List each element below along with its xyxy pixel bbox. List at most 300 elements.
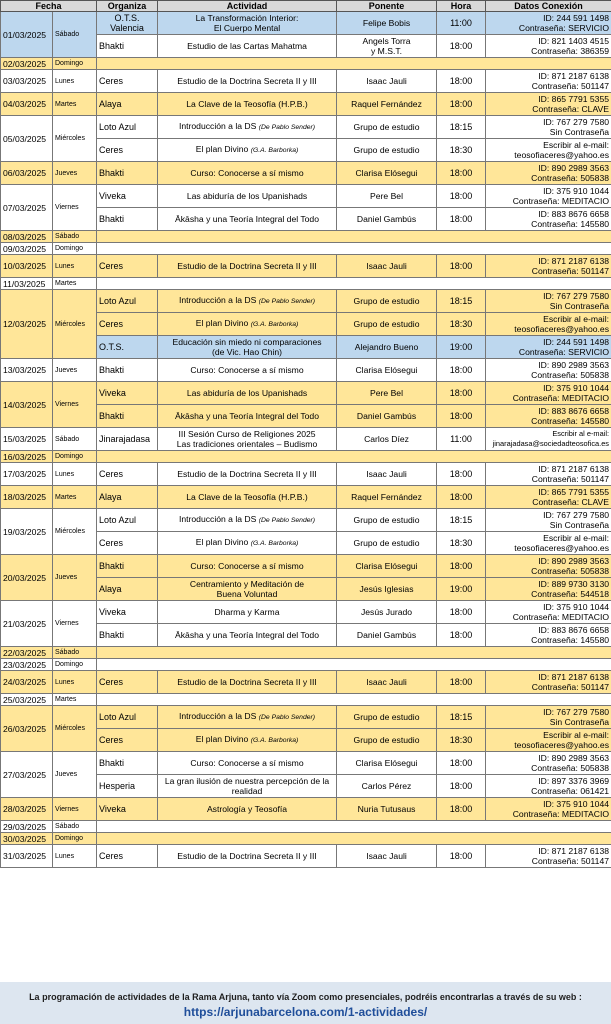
organizer-cell: Loto Azul <box>97 706 158 729</box>
date-cell: 04/03/2025 <box>1 93 53 116</box>
organizer-cell: Loto Azul <box>97 509 158 532</box>
schedule-body <box>1 12 611 868</box>
date-cell: 05/03/2025 <box>1 116 53 162</box>
speaker-cell: Clarisa Elósegui <box>337 752 437 775</box>
weekday-cell: Lunes <box>53 671 97 694</box>
organizer-cell: Bhakti <box>97 624 158 647</box>
activity-cell <box>158 752 337 775</box>
empty-activity-cell <box>97 58 611 70</box>
empty-activity-cell <box>97 659 611 671</box>
activity-cell <box>158 35 337 58</box>
header-actividad: Actividad <box>158 1 337 12</box>
activity-title: El plan Divino <box>195 318 249 328</box>
speaker-cell: Carlos Pérez <box>337 775 437 798</box>
activity-row <box>1 162 611 185</box>
organizer-cell: Bhakti <box>97 752 158 775</box>
activity-cell <box>158 313 337 336</box>
speaker-cell: Grupo de estudio <box>337 706 437 729</box>
footer-link[interactable]: https://arjunabarcelona.com/1-actividades/ <box>183 1005 428 1019</box>
activity-cell <box>158 798 337 821</box>
header-hora: Hora <box>437 1 486 12</box>
activity-title: La Clave de la Teosofía (H.P.B.) <box>186 492 308 502</box>
weekday-cell: Sábado <box>53 12 97 58</box>
activity-cell <box>158 116 337 139</box>
activity-title: Las abiduría de los Upanishads <box>186 388 308 398</box>
activity-cell <box>158 185 337 208</box>
speaker-cell: Grupo de estudio <box>337 313 437 336</box>
date-cell: 22/03/2025 <box>1 647 53 659</box>
date-cell: 19/03/2025 <box>1 509 53 555</box>
weekday-cell: Sábado <box>53 428 97 451</box>
time-cell: 18:00 <box>437 775 486 798</box>
activity-cell <box>158 255 337 278</box>
activity-cell <box>158 336 337 359</box>
activity-cell <box>158 139 337 162</box>
activity-cell <box>158 578 337 601</box>
speaker-cell: Isaac Jauli <box>337 463 437 486</box>
connection-cell: ID: 865 7791 5355 Contraseña: CLAVE <box>486 93 611 116</box>
activity-row <box>1 428 611 451</box>
time-cell: 18:00 <box>437 35 486 58</box>
speaker-cell: Daniel Gambús <box>337 624 437 647</box>
speaker-cell: Angels Torra y M.S.T. <box>337 35 437 58</box>
weekday-cell: Martes <box>53 278 97 290</box>
weekday-cell: Lunes <box>53 255 97 278</box>
organizer-cell: Ceres <box>97 255 158 278</box>
empty-day-row <box>1 243 611 255</box>
time-cell: 18:30 <box>437 532 486 555</box>
weekday-cell: Jueves <box>53 555 97 601</box>
activity-title: Introducción a la DS <box>178 121 257 131</box>
speaker-cell: Grupo de estudio <box>337 532 437 555</box>
activity-note: (G.A. Barborka) <box>250 147 299 154</box>
time-cell: 11:00 <box>437 12 486 35</box>
speaker-cell: Clarisa Elósegui <box>337 359 437 382</box>
organizer-cell: Ceres <box>97 532 158 555</box>
activity-row <box>1 290 611 313</box>
activity-cell <box>158 845 337 868</box>
weekday-cell: Miércoles <box>53 290 97 359</box>
speaker-cell: Raquel Fernández <box>337 486 437 509</box>
connection-cell: ID: 375 910 1044 Contraseña: MEDITACIO <box>486 185 611 208</box>
activity-row <box>1 509 611 532</box>
connection-cell: ID: 767 279 7580 Sin Contraseña <box>486 116 611 139</box>
weekday-cell: Jueves <box>53 359 97 382</box>
time-cell: 18:00 <box>437 486 486 509</box>
speaker-cell: Nuria Tutusaus <box>337 798 437 821</box>
activity-title: Curso: Conocerse a sí mismo <box>190 758 304 768</box>
weekday-cell: Lunes <box>53 70 97 93</box>
activity-note: (De Pablo Sender) <box>258 714 316 721</box>
weekday-cell: Martes <box>53 486 97 509</box>
activity-title: Estudio de la Doctrina Secreta II y III <box>177 469 317 479</box>
activity-cell <box>158 555 337 578</box>
activity-title: El plan Divino <box>195 537 249 547</box>
activity-row <box>1 845 611 868</box>
time-cell: 18:00 <box>437 93 486 116</box>
time-cell: 18:00 <box>437 798 486 821</box>
speaker-cell: Pere Bel <box>337 185 437 208</box>
connection-cell: ID: 821 1403 4515 Contraseña: 386359 <box>486 35 611 58</box>
weekday-cell: Miércoles <box>53 509 97 555</box>
weekday-cell: Viernes <box>53 185 97 231</box>
connection-cell: ID: 890 2989 3563 Contraseña: 505838 <box>486 555 611 578</box>
activity-row <box>1 382 611 405</box>
activity-cell <box>158 509 337 532</box>
empty-day-row <box>1 694 611 706</box>
time-cell: 18:00 <box>437 359 486 382</box>
empty-activity-cell <box>97 833 611 845</box>
time-cell: 18:00 <box>437 70 486 93</box>
time-cell: 18:00 <box>437 555 486 578</box>
speaker-cell: Isaac Jauli <box>337 845 437 868</box>
empty-activity-cell <box>97 694 611 706</box>
activity-row <box>1 359 611 382</box>
activity-cell <box>158 208 337 231</box>
time-cell: 18:00 <box>437 382 486 405</box>
connection-cell: ID: 865 7791 5355 Contraseña: CLAVE <box>486 486 611 509</box>
speaker-cell: Grupo de estudio <box>337 139 437 162</box>
activity-cell <box>158 359 337 382</box>
organizer-cell: Ceres <box>97 729 158 752</box>
connection-cell: ID: 897 3376 3969 Contraseña: 061421 <box>486 775 611 798</box>
activity-row <box>1 93 611 116</box>
header-datos: Datos Conexión <box>486 1 611 12</box>
weekday-cell: Jueves <box>53 752 97 798</box>
organizer-cell: Alaya <box>97 93 158 116</box>
activity-cell <box>158 162 337 185</box>
activity-row <box>1 463 611 486</box>
connection-cell: Escribir al e-mail: teosofiaceres@yahoo.es <box>486 139 611 162</box>
organizer-cell: Bhakti <box>97 35 158 58</box>
time-cell: 18:15 <box>437 290 486 313</box>
activity-row <box>1 70 611 93</box>
activity-note: (De Pablo Sender) <box>258 124 316 131</box>
activity-cell <box>158 12 337 35</box>
organizer-cell: Viveka <box>97 382 158 405</box>
date-cell: 20/03/2025 <box>1 555 53 601</box>
activity-note: (G.A. Barborka) <box>250 321 299 328</box>
activity-cell <box>158 671 337 694</box>
organizer-cell: Alaya <box>97 486 158 509</box>
activity-title: Estudio de la Doctrina Secreta II y III <box>177 261 317 271</box>
connection-cell: Escribir al e-mail: teosofiaceres@yahoo.es <box>486 729 611 752</box>
empty-day-row <box>1 647 611 659</box>
time-cell: 18:00 <box>437 405 486 428</box>
date-cell: 07/03/2025 <box>1 185 53 231</box>
connection-cell: ID: 890 2989 3563 Contraseña: 505838 <box>486 162 611 185</box>
speaker-cell: Daniel Gambús <box>337 208 437 231</box>
connection-cell: ID: 244 591 1498 Contraseña: SERVICIO <box>486 336 611 359</box>
activity-row <box>1 255 611 278</box>
organizer-cell: Bhakti <box>97 359 158 382</box>
speaker-cell: Isaac Jauli <box>337 671 437 694</box>
weekday-cell: Jueves <box>53 162 97 185</box>
speaker-cell: Felipe Bobis <box>337 12 437 35</box>
weekday-cell: Domingo <box>53 58 97 70</box>
activity-row <box>1 185 611 208</box>
connection-cell: ID: 375 910 1044 Contraseña: MEDITACIO <box>486 382 611 405</box>
connection-cell: ID: 375 910 1044 Contraseña: MEDITACIO <box>486 798 611 821</box>
activity-cell <box>158 624 337 647</box>
date-cell: 25/03/2025 <box>1 694 53 706</box>
connection-cell: ID: 375 910 1044 Contraseña: MEDITACIO <box>486 601 611 624</box>
activity-cell <box>158 601 337 624</box>
connection-cell: Escribir al e-mail: jinarajadasa@sociedadteosofica.es <box>486 428 611 451</box>
activity-title: Estudio de la Doctrina Secreta II y III <box>177 76 317 86</box>
time-cell: 18:00 <box>437 463 486 486</box>
speaker-cell: Grupo de estudio <box>337 290 437 313</box>
activity-cell <box>158 70 337 93</box>
time-cell: 18:00 <box>437 185 486 208</box>
organizer-cell: Ceres <box>97 671 158 694</box>
activity-cell <box>158 405 337 428</box>
connection-cell: ID: 871 2187 6138 Contraseña: 501147 <box>486 671 611 694</box>
speaker-cell: Pere Bel <box>337 382 437 405</box>
activity-row <box>1 116 611 139</box>
connection-cell: ID: 244 591 1498 Contraseña: SERVICIO <box>486 12 611 35</box>
time-cell: 18:00 <box>437 671 486 694</box>
connection-cell: ID: 890 2989 3563 Contraseña: 505838 <box>486 752 611 775</box>
activity-cell <box>158 486 337 509</box>
empty-activity-cell <box>97 647 611 659</box>
organizer-cell: Bhakti <box>97 162 158 185</box>
empty-activity-cell <box>97 451 611 463</box>
speaker-cell: Isaac Jauli <box>337 70 437 93</box>
activity-title: La Transformación Interior: El Cuerpo Mental <box>195 13 299 33</box>
header-ponente: Ponente <box>337 1 437 12</box>
organizer-cell: Alaya <box>97 578 158 601</box>
weekday-cell: Domingo <box>53 833 97 845</box>
time-cell: 18:00 <box>437 752 486 775</box>
date-cell: 09/03/2025 <box>1 243 53 255</box>
activity-note: (De Pablo Sender) <box>258 298 316 305</box>
empty-activity-cell <box>97 821 611 833</box>
time-cell: 18:30 <box>437 729 486 752</box>
time-cell: 18:00 <box>437 624 486 647</box>
time-cell: 19:00 <box>437 578 486 601</box>
activity-cell <box>158 382 337 405</box>
empty-day-row <box>1 821 611 833</box>
connection-cell: ID: 871 2187 6138 Contraseña: 501147 <box>486 463 611 486</box>
activity-row <box>1 752 611 775</box>
activity-title: El plan Divino <box>195 144 249 154</box>
activity-cell <box>158 532 337 555</box>
activity-title: Las abiduría de los Upanishads <box>186 191 308 201</box>
header-row <box>1 1 611 12</box>
date-cell: 23/03/2025 <box>1 659 53 671</box>
footer-text: La programación de actividades de la Rama Arjuna, tanto vía Zoom como presenciales, podréis encontrarlas a través de su web : <box>29 992 582 1002</box>
organizer-cell: Ceres <box>97 463 158 486</box>
organizer-cell: Ceres <box>97 70 158 93</box>
date-cell: 13/03/2025 <box>1 359 53 382</box>
weekday-cell: Viernes <box>53 601 97 647</box>
activity-cell <box>158 428 337 451</box>
empty-activity-cell <box>97 231 611 243</box>
activity-title: III Sesión Curso de Religiones 2025 Las tradiciones orientales – Budismo <box>176 429 318 449</box>
connection-cell: ID: 871 2187 6138 Contraseña: 501147 <box>486 70 611 93</box>
organizer-cell: Loto Azul <box>97 290 158 313</box>
speaker-cell: Jesús Jurado <box>337 601 437 624</box>
activity-title: Curso: Conocerse a sí mismo <box>190 168 304 178</box>
date-cell: 17/03/2025 <box>1 463 53 486</box>
header-organiza: Organiza <box>97 1 158 12</box>
organizer-cell: Loto Azul <box>97 116 158 139</box>
activity-title: Curso: Conocerse a sí mismo <box>190 561 304 571</box>
activity-title: Ākāsha y una Teoría Integral del Todo <box>175 214 319 224</box>
activity-note: (De Pablo Sender) <box>258 517 316 524</box>
connection-cell: ID: 883 8676 6658 Contraseña: 145580 <box>486 624 611 647</box>
time-cell: 18:15 <box>437 509 486 532</box>
date-cell: 01/03/2025 <box>1 12 53 58</box>
connection-cell: Escribir al e-mail: teosofiaceres@yahoo.es <box>486 313 611 336</box>
speaker-cell: Clarisa Elósegui <box>337 555 437 578</box>
date-cell: 18/03/2025 <box>1 486 53 509</box>
activity-row <box>1 12 611 35</box>
date-cell: 11/03/2025 <box>1 278 53 290</box>
date-cell: 24/03/2025 <box>1 671 53 694</box>
speaker-cell: Clarisa Elósegui <box>337 162 437 185</box>
organizer-cell: Hesperia <box>97 775 158 798</box>
weekday-cell: Martes <box>53 694 97 706</box>
date-cell: 27/03/2025 <box>1 752 53 798</box>
activity-title: Estudio de la Doctrina Secreta II y III <box>177 851 317 861</box>
time-cell: 18:30 <box>437 313 486 336</box>
speaker-cell: Raquel Fernández <box>337 93 437 116</box>
weekday-cell: Viernes <box>53 382 97 428</box>
weekday-cell: Sábado <box>53 647 97 659</box>
date-cell: 08/03/2025 <box>1 231 53 243</box>
date-cell: 03/03/2025 <box>1 70 53 93</box>
activity-title: Centramiento y Meditación de Buena Voluntad <box>189 579 305 599</box>
organizer-cell: Bhakti <box>97 405 158 428</box>
speaker-cell: Grupo de estudio <box>337 729 437 752</box>
header-fecha: Fecha <box>1 1 97 12</box>
connection-cell: ID: 871 2187 6138 Contraseña: 501147 <box>486 255 611 278</box>
empty-day-row <box>1 278 611 290</box>
organizer-cell: Bhakti <box>97 208 158 231</box>
organizer-cell: Ceres <box>97 139 158 162</box>
time-cell: 11:00 <box>437 428 486 451</box>
empty-day-row <box>1 659 611 671</box>
activity-note: (G.A. Barborka) <box>250 737 299 744</box>
weekday-cell: Miércoles <box>53 706 97 752</box>
activity-title: El plan Divino <box>195 734 249 744</box>
date-cell: 16/03/2025 <box>1 451 53 463</box>
date-cell: 14/03/2025 <box>1 382 53 428</box>
empty-day-row <box>1 451 611 463</box>
activity-title: Introducción a la DS <box>178 514 257 524</box>
activity-title: Educación sin miedo ni comparaciones (de Vic. Hao Chin) <box>172 337 322 357</box>
date-cell: 30/03/2025 <box>1 833 53 845</box>
activity-title: Dharma y Karma <box>214 607 280 617</box>
activity-title: Estudio de la Doctrina Secreta II y III <box>177 677 317 687</box>
activity-cell <box>158 706 337 729</box>
connection-cell: ID: 883 8676 6658 Contraseña: 145580 <box>486 405 611 428</box>
activity-cell <box>158 463 337 486</box>
weekday-cell: Domingo <box>53 451 97 463</box>
activity-title: Introducción a la DS <box>178 711 257 721</box>
activity-row <box>1 486 611 509</box>
date-cell: 28/03/2025 <box>1 798 53 821</box>
time-cell: 18:15 <box>437 116 486 139</box>
date-cell: 02/03/2025 <box>1 58 53 70</box>
activity-title: Astrología y Teosofía <box>206 804 288 814</box>
connection-cell: ID: 767 279 7580 Sin Contraseña <box>486 509 611 532</box>
date-cell: 15/03/2025 <box>1 428 53 451</box>
connection-cell: ID: 767 279 7580 Sin Contraseña <box>486 706 611 729</box>
empty-day-row <box>1 231 611 243</box>
activity-title: Ākāsha y una Teoría Integral del Todo <box>175 630 319 640</box>
empty-day-row <box>1 833 611 845</box>
date-cell: 31/03/2025 <box>1 845 53 868</box>
weekday-cell: Sábado <box>53 821 97 833</box>
speaker-cell: Daniel Gambús <box>337 405 437 428</box>
connection-cell: ID: 767 279 7580 Sin Contraseña <box>486 290 611 313</box>
speaker-cell: Alejandro Bueno <box>337 336 437 359</box>
organizer-cell: O.T.S. <box>97 336 158 359</box>
organizer-cell: Ceres <box>97 313 158 336</box>
weekday-cell: Domingo <box>53 659 97 671</box>
activity-cell <box>158 93 337 116</box>
time-cell: 18:00 <box>437 845 486 868</box>
time-cell: 18:00 <box>437 162 486 185</box>
weekday-cell: Martes <box>53 93 97 116</box>
empty-activity-cell <box>97 278 611 290</box>
activity-title: Introducción a la DS <box>178 295 257 305</box>
organizer-cell: Bhakti <box>97 555 158 578</box>
activity-title: La Clave de la Teosofía (H.P.B.) <box>186 99 308 109</box>
weekday-cell: Lunes <box>53 845 97 868</box>
weekday-cell: Miércoles <box>53 116 97 162</box>
organizer-cell: O.T.S. Valencia <box>97 12 158 35</box>
time-cell: 18:00 <box>437 208 486 231</box>
organizer-cell: Viveka <box>97 185 158 208</box>
activity-row <box>1 706 611 729</box>
footer-banner <box>0 982 611 1024</box>
speaker-cell: Isaac Jauli <box>337 255 437 278</box>
activity-cell <box>158 775 337 798</box>
date-cell: 10/03/2025 <box>1 255 53 278</box>
time-cell: 18:00 <box>437 255 486 278</box>
organizer-cell: Jinarajadasa <box>97 428 158 451</box>
date-cell: 12/03/2025 <box>1 290 53 359</box>
speaker-cell: Jesús Iglesias <box>337 578 437 601</box>
time-cell: 18:00 <box>437 601 486 624</box>
time-cell: 18:30 <box>437 139 486 162</box>
activity-cell <box>158 729 337 752</box>
activity-row <box>1 798 611 821</box>
activity-row <box>1 671 611 694</box>
activity-title: La gran ilusión de nuestra percepción de la realidad <box>164 776 330 796</box>
weekday-cell: Domingo <box>53 243 97 255</box>
date-cell: 26/03/2025 <box>1 706 53 752</box>
date-cell: 06/03/2025 <box>1 162 53 185</box>
organizer-cell: Viveka <box>97 798 158 821</box>
organizer-cell: Viveka <box>97 601 158 624</box>
activity-row <box>1 601 611 624</box>
activity-title: Estudio de las Cartas Mahatma <box>187 41 307 51</box>
time-cell: 19:00 <box>437 336 486 359</box>
connection-cell: ID: 883 8676 6658 Contraseña: 145580 <box>486 208 611 231</box>
weekday-cell: Viernes <box>53 798 97 821</box>
weekday-cell: Sábado <box>53 231 97 243</box>
connection-cell: ID: 871 2187 6138 Contraseña: 501147 <box>486 845 611 868</box>
activity-note: (G.A. Barborka) <box>250 540 299 547</box>
connection-cell: Escribir al e-mail: teosofiaceres@yahoo.es <box>486 532 611 555</box>
date-cell: 21/03/2025 <box>1 601 53 647</box>
time-cell: 18:15 <box>437 706 486 729</box>
